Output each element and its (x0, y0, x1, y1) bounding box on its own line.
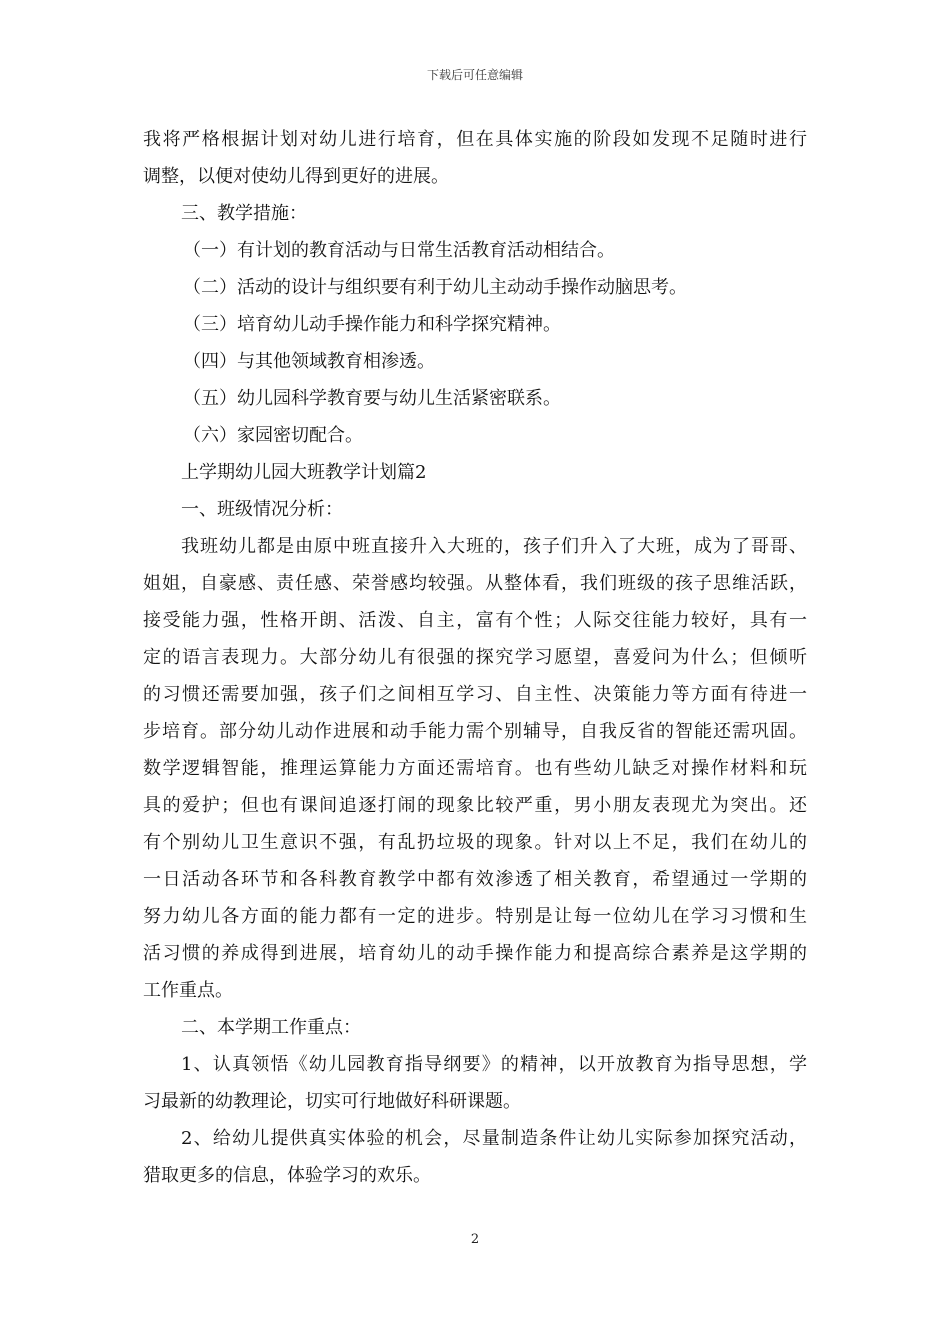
text-line: 我班幼儿都是由原中班直接升入大班的，孩子们升入了大班，成为了哥哥、 (181, 536, 807, 557)
text-line: 活习惯的养成得到进展，培育幼儿的动手操作能力和提高综合素养是这学期的 (143, 943, 807, 964)
text-line: 定的语言表现力。大部分幼儿有很强的探究学习愿望，喜爱问为什么；但倾听 (143, 647, 807, 668)
text-line: 调整，以便对使幼儿得到更好的进展。 (143, 166, 449, 187)
text-line: 1、认真领悟《幼儿园教育指导纲要》的精神，以开放教育为指导思想，学 (181, 1054, 807, 1075)
page-number: 2 (470, 1232, 480, 1247)
text-line: （六）家园密切配合。 (183, 425, 363, 446)
text-line: 接受能力强，性格开朗、活泼、自主，富有个性；人际交往能力较好，具有一 (143, 610, 807, 631)
page-header: 下载后可任意编辑 (426, 68, 523, 82)
document-body (143, 121, 807, 1194)
text-line: （五）幼儿园科学教育要与幼儿生活紧密联系。 (183, 388, 561, 409)
text-line: 二、本学期工作重点： (181, 1017, 361, 1038)
text-line: 猎取更多的信息，体验学习的欢乐。 (143, 1165, 431, 1186)
text-line: 上学期幼儿园大班教学计划篇2 (181, 462, 427, 483)
text-line: 的习惯还需要加强，孩子们之间相互学习、自主性、决策能力等方面有待进一 (143, 684, 807, 705)
text-line: 步培育。部分幼儿动作进展和动手能力需个别辅导，自我反省的智能还需巩固。 (143, 721, 807, 742)
text-line: 三、教学措施： (181, 203, 307, 224)
text-line: 姐姐，自豪感、责任感、荣誉感均较强。从整体看，我们班级的孩子思维活跃， (143, 573, 807, 594)
text-line: 数学逻辑智能，推理运算能力方面还需培育。也有些幼儿缺乏对操作材料和玩 (143, 758, 807, 779)
text-line: （三）培育幼儿动手操作能力和科学探究精神。 (183, 314, 561, 335)
text-line: 努力幼儿各方面的能力都有一定的进步。特别是让每一位幼儿在学习习惯和生 (143, 906, 807, 927)
text-line: 一日活动各环节和各科教育教学中都有效渗透了相关教育，希望通过一学期的 (143, 869, 807, 890)
text-line: 我将严格根据计划对幼儿进行培育，但在具体实施的阶段如发现不足随时进行 (143, 129, 807, 150)
text-line: 2、给幼儿提供真实体验的机会，尽量制造条件让幼儿实际参加探究活动， (181, 1128, 807, 1149)
text-line: 工作重点。 (143, 980, 233, 1001)
text-line: 一、班级情况分析： (181, 499, 343, 520)
text-line: （二）活动的设计与组织要有利于幼儿主动动手操作动脑思考。 (183, 277, 687, 298)
text-line: 习最新的幼教理论，切实可行地做好科研课题。 (143, 1091, 521, 1112)
text-line: 具的爱护；但也有课间追逐打闹的现象比较严重，男小朋友表现尤为突出。还 (143, 795, 807, 816)
text-line: 有个别幼儿卫生意识不强，有乱扔垃圾的现象。针对以上不足，我们在幼儿的 (143, 832, 807, 853)
text-line: （一）有计划的教育活动与日常生活教育活动相结合。 (183, 240, 615, 261)
text-line: （四）与其他领域教育相渗透。 (183, 351, 435, 372)
